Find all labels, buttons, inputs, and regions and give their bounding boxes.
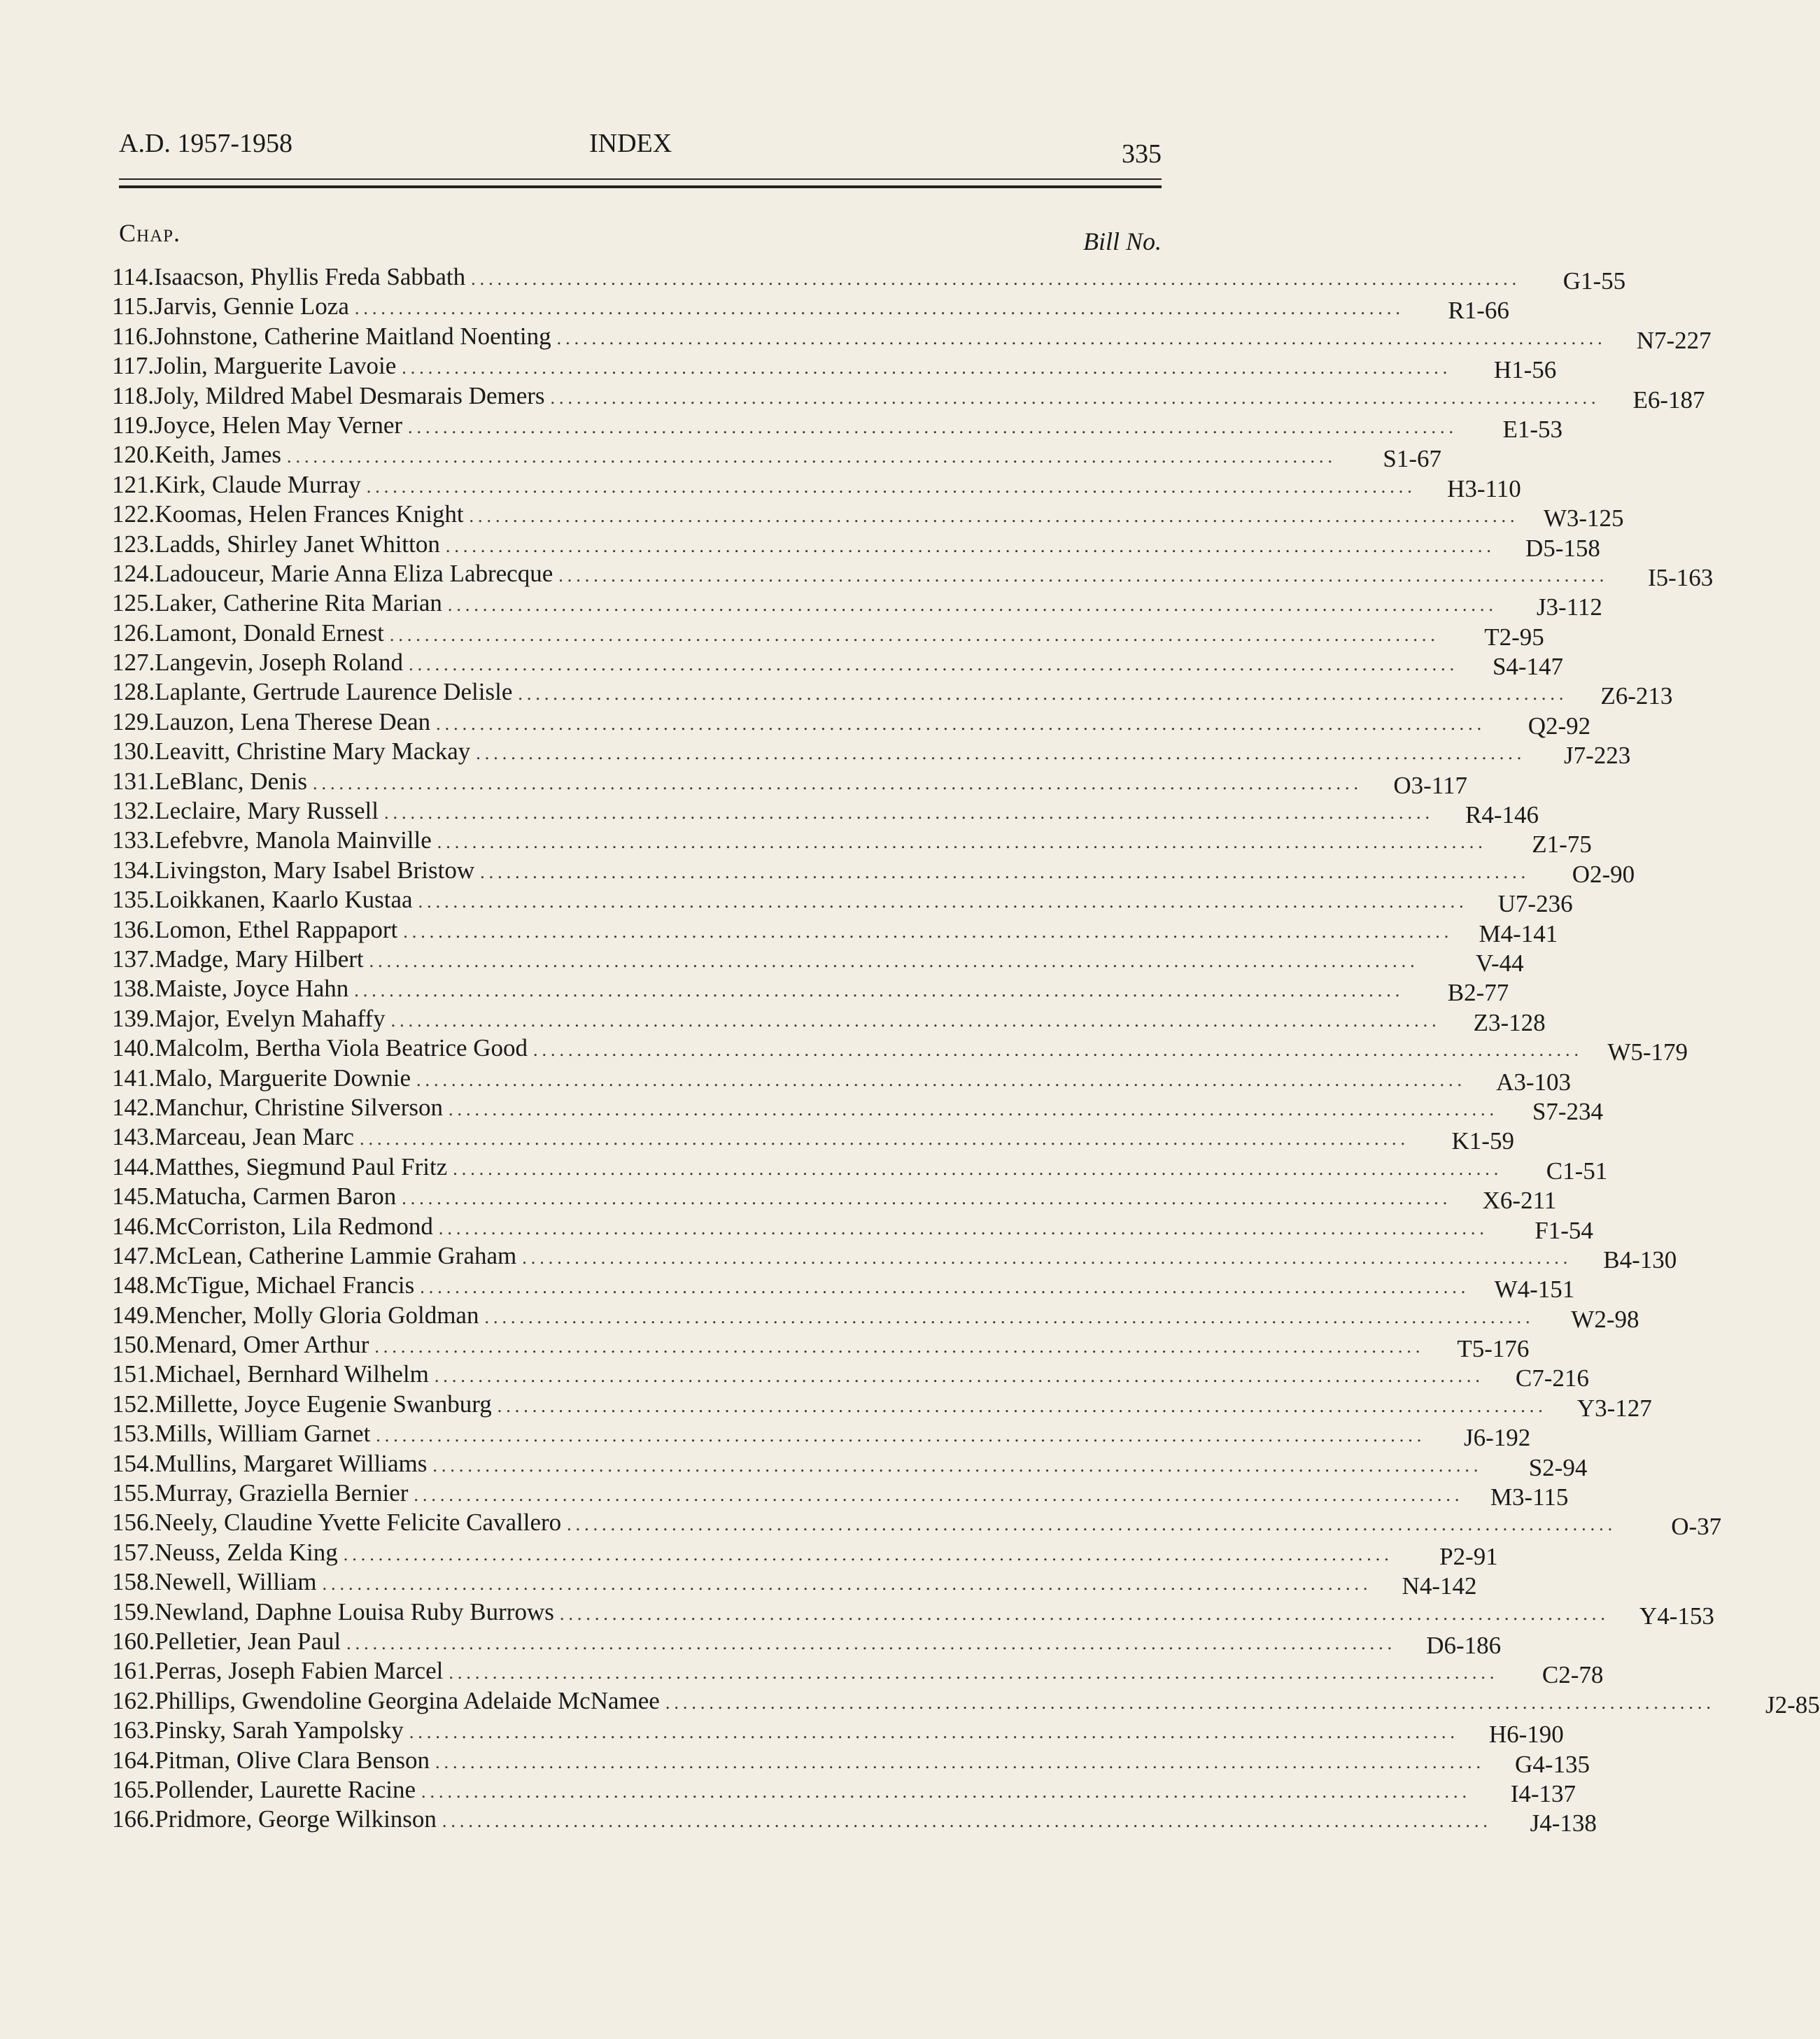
- bill-number: S4-147: [1492, 653, 1564, 681]
- dot-leader: ........................................................................................................................: [442, 1811, 1492, 1832]
- person-name: Laker, Catherine Rita Marian: [155, 589, 442, 617]
- index-entry-row: [112, 1597, 1714, 1630]
- person-name: Mills, William Garnet: [155, 1420, 371, 1448]
- chapter-number: 121.: [112, 470, 155, 498]
- index-entry-row: [112, 737, 1631, 770]
- bill-number: N4-142: [1402, 1572, 1477, 1600]
- chapter-number: 140.: [112, 1034, 155, 1062]
- person-name: Pridmore, George Wilkinson: [155, 1805, 437, 1833]
- bill-number: U7-236: [1497, 890, 1573, 918]
- index-entry-row: [112, 1686, 1820, 1719]
- dot-leader: ........................................................................................................................: [432, 1455, 1483, 1476]
- dot-leader: ........................................................................................................................: [414, 1485, 1464, 1506]
- dot-leader: ........................................................................................................................: [346, 1632, 1397, 1653]
- bill-number: O3-117: [1393, 771, 1467, 799]
- dot-leader: ........................................................................................................................: [354, 298, 1404, 319]
- person-name: Neely, Claudine Yvette Felicite Cavallero: [155, 1509, 562, 1537]
- header-date-range: A.D. 1957-1958: [119, 129, 293, 158]
- index-entry-row: [112, 677, 1673, 710]
- dot-leader: ........................................................................................................................: [374, 1336, 1425, 1357]
- index-entry-row: [112, 648, 1564, 681]
- index-entry-row: [112, 411, 1563, 443]
- bill-number: Q2-92: [1528, 712, 1591, 740]
- index-entry-row: [112, 856, 1635, 888]
- chapter-number: 165.: [112, 1775, 155, 1803]
- bill-number: Z3-128: [1473, 1008, 1546, 1036]
- dot-leader: ........................................................................................................................: [409, 1722, 1459, 1743]
- bill-number: O-37: [1671, 1513, 1722, 1541]
- person-name: Michael, Bernhard Wilhelm: [155, 1360, 429, 1388]
- chapter-number: 148.: [112, 1271, 155, 1299]
- person-name: Lamont, Donald Ernest: [155, 619, 384, 647]
- chapter-number: 117.: [112, 352, 154, 380]
- index-entry-row: [112, 500, 1624, 532]
- person-name: Loikkanen, Kaarlo Kustaa: [155, 886, 413, 914]
- index-entry-row: [112, 1182, 1557, 1215]
- person-name: Leclaire, Mary Russell: [155, 797, 379, 825]
- dot-leader: ........................................................................................................................: [402, 358, 1452, 379]
- index-entry-row: [112, 796, 1539, 829]
- index-entry-row: [112, 1746, 1590, 1778]
- person-name: Pollender, Laurette Racine: [155, 1775, 416, 1803]
- dot-leader: ........................................................................................................................: [376, 1425, 1426, 1446]
- bill-number: T5-176: [1457, 1335, 1530, 1363]
- chapter-number: 114.: [112, 263, 154, 290]
- bill-number: W4-151: [1494, 1276, 1575, 1304]
- chapter-number: 131.: [112, 767, 155, 795]
- chapter-number: 116.: [112, 322, 154, 350]
- dot-leader: ........................................................................................................................: [533, 1040, 1583, 1061]
- index-entry-row: [112, 292, 1509, 325]
- bill-number: S1-67: [1383, 445, 1442, 473]
- index-entry-row: [112, 1479, 1569, 1511]
- bill-number: W5-179: [1607, 1038, 1688, 1066]
- index-entry-row: [112, 1122, 1514, 1155]
- index-entry-row: [112, 381, 1705, 414]
- person-name: Jolin, Marguerite Lavoie: [153, 352, 397, 380]
- header-rule-thin: [119, 178, 1162, 180]
- index-entry-row: [112, 885, 1573, 918]
- chapter-number: 145.: [112, 1183, 155, 1211]
- chapter-number: 128.: [112, 678, 155, 706]
- bill-number: G1-55: [1562, 267, 1626, 295]
- person-name: Matthes, Siegmund Paul Fritz: [155, 1152, 448, 1180]
- person-name: Leavitt, Christine Mary Mackay: [155, 738, 471, 765]
- dot-leader: ........................................................................................................................: [522, 1247, 1572, 1268]
- person-name: Malcolm, Bertha Viola Beatrice Good: [155, 1034, 528, 1062]
- bill-number: J7-223: [1563, 742, 1631, 770]
- bill-number: C7-216: [1515, 1364, 1589, 1392]
- bill-number: Z6-213: [1600, 682, 1673, 710]
- dot-leader: ........................................................................................................................: [403, 921, 1453, 942]
- chapter-number: 138.: [112, 975, 155, 1003]
- dot-leader: ........................................................................................................................: [480, 861, 1530, 882]
- person-name: Phillips, Gwendoline Georgina Adelaide McNamee: [155, 1686, 660, 1714]
- chapter-number: 160.: [112, 1627, 155, 1655]
- person-name: Murray, Graziella Bernier: [155, 1479, 409, 1507]
- index-entry-row: [112, 1449, 1588, 1481]
- person-name: Newell, William: [155, 1568, 317, 1596]
- chapter-number: 162.: [112, 1686, 155, 1714]
- dot-leader: ........................................................................................................................: [550, 387, 1600, 408]
- chapter-number: 126.: [112, 619, 155, 647]
- chapter-number: 130.: [112, 738, 155, 765]
- dot-leader: ........................................................................................................................: [343, 1544, 1393, 1565]
- dot-leader: ........................................................................................................................: [437, 832, 1487, 853]
- dot-leader: ........................................................................................................................: [322, 1574, 1372, 1595]
- person-name: Lomon, Ethel Rappaport: [155, 915, 398, 943]
- dot-leader: ........................................................................................................................: [556, 327, 1607, 348]
- person-name: Kirk, Claude Murray: [155, 470, 361, 498]
- bill-number: O2-90: [1572, 860, 1635, 888]
- index-entry-row: [112, 1805, 1597, 1837]
- index-entry-row: [112, 1627, 1502, 1659]
- bill-number: V-44: [1475, 949, 1524, 977]
- dot-leader: ........................................................................................................................: [402, 1188, 1452, 1209]
- index-entry-row: [112, 1390, 1652, 1422]
- bill-number: W3-125: [1543, 505, 1624, 532]
- chapter-number: 119.: [112, 411, 154, 439]
- person-name: Pelletier, Jean Paul: [155, 1627, 341, 1655]
- bill-number: J4-138: [1530, 1809, 1597, 1837]
- chapter-number: 158.: [112, 1568, 155, 1596]
- chapter-number: 159.: [112, 1597, 155, 1625]
- bill-number: X6-211: [1482, 1187, 1557, 1215]
- chapter-number: 139.: [112, 1004, 155, 1032]
- dot-leader: ........................................................................................................................: [354, 980, 1404, 1001]
- index-entry-row: [112, 1004, 1546, 1036]
- dot-leader: ........................................................................................................................: [518, 684, 1568, 705]
- dot-leader: ........................................................................................................................: [420, 1277, 1470, 1298]
- person-name: Lauzon, Lena Therese Dean: [155, 707, 431, 735]
- chapter-number: 163.: [112, 1716, 155, 1744]
- bill-number: C1-51: [1546, 1157, 1608, 1185]
- bill-number: E1-53: [1502, 415, 1563, 443]
- chapter-number: 124.: [112, 559, 155, 587]
- index-entry-row: [112, 1064, 1572, 1096]
- bill-number: F1-54: [1535, 1216, 1593, 1244]
- person-name: Jarvis, Gennie Loza: [153, 292, 349, 320]
- bill-number: G4-135: [1515, 1750, 1590, 1778]
- chapter-number: 125.: [112, 589, 155, 617]
- dot-leader: ........................................................................................................................: [449, 1663, 1499, 1684]
- dot-leader: ........................................................................................................................: [369, 950, 1419, 971]
- bill-number: J2-85: [1765, 1691, 1820, 1719]
- dot-leader: ........................................................................................................................: [390, 1010, 1441, 1031]
- person-name: Pinsky, Sarah Yampolsky: [155, 1716, 404, 1744]
- bill-number: I5-163: [1647, 563, 1714, 591]
- dot-leader: ........................................................................................................................: [476, 743, 1526, 764]
- dot-leader: ........................................................................................................................: [471, 269, 1521, 289]
- person-name: Matucha, Carmen Baron: [155, 1183, 397, 1211]
- chapter-number: 141.: [112, 1064, 155, 1092]
- bill-number: A3-103: [1496, 1068, 1572, 1096]
- bill-number: N7-227: [1636, 326, 1712, 354]
- bill-number: C2-78: [1542, 1661, 1604, 1689]
- chapter-number: 149.: [112, 1301, 155, 1329]
- person-name: Major, Evelyn Mahaffy: [155, 1004, 386, 1032]
- person-name: Perras, Joseph Fabien Marcel: [155, 1657, 444, 1685]
- bill-number: R4-146: [1465, 801, 1539, 829]
- index-entry-row: [112, 1330, 1530, 1363]
- bill-number: D5-158: [1525, 534, 1600, 562]
- index-entry-row: [112, 945, 1524, 977]
- bill-number: M3-115: [1490, 1483, 1569, 1511]
- index-entry-row: [112, 1775, 1576, 1807]
- bill-number: W2-98: [1571, 1305, 1639, 1333]
- chapter-number: 133.: [112, 826, 155, 854]
- bill-number: K1-59: [1451, 1127, 1514, 1155]
- chapter-number: 137.: [112, 945, 155, 973]
- chapter-number: 135.: [112, 886, 155, 914]
- chapter-number: 120.: [112, 441, 155, 469]
- index-entry-row: [112, 440, 1442, 473]
- dot-leader: ........................................................................................................................: [409, 654, 1459, 675]
- bill-number: B4-130: [1603, 1246, 1677, 1274]
- index-entry-row: [112, 1152, 1608, 1185]
- index-entry-row: [112, 351, 1557, 384]
- chapter-number: 151.: [112, 1360, 155, 1388]
- index-entry-row: [112, 1033, 1688, 1066]
- chapter-number: 155.: [112, 1479, 155, 1507]
- person-name: Mullins, Margaret Williams: [155, 1449, 428, 1477]
- index-entry-row: [112, 262, 1626, 295]
- chapter-number: 143.: [112, 1123, 155, 1151]
- index-entry-row: [112, 559, 1714, 591]
- dot-leader: ........................................................................................................................: [484, 1306, 1535, 1327]
- dot-leader: ........................................................................................................................: [359, 1129, 1409, 1150]
- index-entry-row: [112, 1360, 1589, 1392]
- person-name: Ladds, Shirley Janet Whitton: [155, 530, 440, 558]
- index-entry-row: [112, 1656, 1604, 1689]
- person-name: Malo, Marguerite Downie: [155, 1064, 411, 1092]
- person-name: Manchur, Christine Silverson: [155, 1093, 443, 1121]
- bill-number: E6-187: [1632, 386, 1705, 414]
- chapter-number: 161.: [112, 1657, 155, 1685]
- person-name: Isaacson, Phyllis Freda Sabbath: [153, 263, 466, 290]
- chapter-number: 166.: [112, 1805, 155, 1833]
- chapter-number: 164.: [112, 1746, 155, 1774]
- index-entry-list: [112, 262, 1820, 1837]
- person-name: Maiste, Joyce Hahn: [155, 975, 349, 1003]
- chapter-number: 134.: [112, 856, 155, 884]
- bill-number: T2-95: [1484, 623, 1544, 651]
- chapter-number: 132.: [112, 797, 155, 825]
- dot-leader: ........................................................................................................................: [445, 535, 1495, 556]
- person-name: Johnstone, Catherine Maitland Noenting: [153, 322, 551, 350]
- index-entry-row: [112, 1508, 1722, 1541]
- index-entry-row: [112, 1093, 1603, 1125]
- index-entry-row: [112, 1212, 1593, 1244]
- person-name: Keith, James: [155, 441, 282, 469]
- dot-leader: ........................................................................................................................: [287, 446, 1337, 467]
- header-title: INDEX: [589, 129, 672, 158]
- dot-leader: ........................................................................................................................: [567, 1514, 1617, 1535]
- dot-leader: ........................................................................................................................: [434, 1366, 1484, 1387]
- person-name: Joyce, Helen May Verner: [153, 411, 403, 439]
- chapter-number: 115.: [112, 292, 154, 320]
- dot-leader: ........................................................................................................................: [389, 624, 1439, 645]
- index-entry-row: [112, 915, 1558, 947]
- index-entry-row: [112, 1567, 1477, 1600]
- chapter-number: 147.: [112, 1241, 155, 1269]
- bill-number: P2-91: [1439, 1542, 1498, 1570]
- chap-column-header: Chap.: [119, 219, 181, 247]
- bill-number: Y3-127: [1576, 1394, 1652, 1422]
- person-name: Menard, Omer Arthur: [155, 1331, 369, 1359]
- bill-number: D6-186: [1426, 1631, 1502, 1659]
- person-name: McTigue, Michael Francis: [155, 1271, 415, 1299]
- chapter-number: 157.: [112, 1538, 155, 1566]
- chapter-number: 118.: [112, 381, 154, 409]
- person-name: Millette, Joyce Eugenie Swanburg: [155, 1390, 492, 1418]
- chapter-number: 142.: [112, 1093, 155, 1121]
- dot-leader: ........................................................................................................................: [418, 891, 1468, 912]
- chapter-number: 123.: [112, 530, 155, 558]
- index-entry-row: [112, 619, 1544, 651]
- index-entry-row: [112, 1301, 1639, 1333]
- chapter-number: 127.: [112, 649, 155, 677]
- bill-number: Z1-75: [1532, 831, 1592, 859]
- person-name: Lefebvre, Manola Mainville: [155, 826, 432, 854]
- chapter-number: 150.: [112, 1331, 155, 1359]
- person-name: Marceau, Jean Marc: [155, 1123, 354, 1151]
- chapter-number: 156.: [112, 1509, 155, 1537]
- bill-number: H6-190: [1488, 1721, 1564, 1749]
- person-name: McLean, Catherine Lammie Graham: [155, 1241, 517, 1269]
- bill-number: I4-137: [1510, 1779, 1576, 1807]
- person-name: Laplante, Gertrude Laurence Delisle: [155, 678, 513, 706]
- chapter-number: 136.: [112, 915, 155, 943]
- bill-no-column-header: Bill No.: [1082, 227, 1162, 255]
- person-name: Mencher, Molly Gloria Goldman: [155, 1301, 479, 1329]
- index-entry-row: [112, 974, 1509, 1007]
- dot-leader: ........................................................................................................................: [416, 1069, 1467, 1090]
- index-entry-row: [112, 530, 1600, 562]
- index-entry-row: [112, 470, 1521, 502]
- chapter-number: 152.: [112, 1390, 155, 1418]
- bill-number: B2-77: [1447, 979, 1509, 1007]
- person-name: Livingston, Mary Isabel Bristow: [155, 856, 475, 884]
- index-entry-row: [112, 826, 1592, 859]
- dot-leader: ........................................................................................................................: [366, 476, 1416, 497]
- index-entry-row: [112, 1271, 1575, 1304]
- dot-leader: ........................................................................................................................: [453, 1158, 1503, 1179]
- person-name: McCorriston, Lila Redmond: [155, 1212, 433, 1240]
- chapter-number: 146.: [112, 1212, 155, 1240]
- index-entry-row: [112, 1716, 1564, 1749]
- bill-number: J3-112: [1536, 593, 1602, 621]
- dot-leader: ........................................................................................................................: [559, 1603, 1609, 1624]
- chapter-number: 129.: [112, 707, 155, 735]
- dot-leader: ........................................................................................................................: [312, 772, 1362, 793]
- person-name: Madge, Mary Hilbert: [155, 945, 364, 973]
- bill-number: H1-56: [1493, 356, 1557, 384]
- index-entry-row: [112, 588, 1602, 621]
- bill-number: H3-110: [1447, 474, 1521, 502]
- dot-leader: ........................................................................................................................: [558, 565, 1609, 586]
- dot-leader: ........................................................................................................................: [438, 1218, 1488, 1239]
- chapter-number: 144.: [112, 1152, 155, 1180]
- page-header: [119, 128, 1162, 169]
- dot-leader: ........................................................................................................................: [447, 595, 1497, 616]
- bill-number: M4-141: [1479, 919, 1558, 947]
- header-rule-thick: [119, 185, 1162, 188]
- page-number: 335: [1122, 139, 1162, 169]
- dot-leader: ........................................................................................................................: [449, 1099, 1498, 1120]
- person-name: Neuss, Zelda King: [155, 1538, 338, 1566]
- index-entry-row: [112, 322, 1712, 354]
- dot-leader: ........................................................................................................................: [436, 713, 1486, 734]
- dot-leader: ........................................................................................................................: [469, 506, 1519, 527]
- bill-number: S7-234: [1532, 1097, 1603, 1125]
- dot-leader: ........................................................................................................................: [665, 1692, 1715, 1713]
- index-entry-row: [112, 1241, 1677, 1274]
- dot-leader: ........................................................................................................................: [421, 1781, 1471, 1802]
- bill-number: J6-192: [1464, 1424, 1531, 1452]
- index-entry-row: [112, 1419, 1531, 1452]
- person-name: Pitman, Olive Clara Benson: [155, 1746, 430, 1774]
- bill-number: S2-94: [1528, 1453, 1588, 1481]
- dot-leader: ........................................................................................................................: [408, 416, 1458, 437]
- person-name: LeBlanc, Denis: [155, 767, 307, 795]
- bill-number: R1-66: [1448, 297, 1509, 325]
- person-name: Joly, Mildred Mabel Desmarais Demers: [153, 381, 545, 409]
- dot-leader: ........................................................................................................................: [384, 803, 1434, 824]
- dot-leader: ........................................................................................................................: [435, 1751, 1485, 1772]
- person-name: Ladouceur, Marie Anna Eliza Labrecque: [155, 559, 553, 587]
- index-entry-row: [112, 707, 1591, 740]
- column-headers: [119, 218, 1162, 253]
- chapter-number: 154.: [112, 1449, 155, 1477]
- index-entry-row: [112, 767, 1467, 799]
- person-name: Langevin, Joseph Roland: [155, 649, 404, 677]
- chapter-number: 153.: [112, 1420, 155, 1448]
- chapter-number: 122.: [112, 500, 155, 528]
- person-name: Koomas, Helen Frances Knight: [155, 500, 464, 528]
- person-name: Newland, Daphne Louisa Ruby Burrows: [155, 1597, 554, 1625]
- dot-leader: ........................................................................................................................: [497, 1395, 1547, 1416]
- index-entry-row: [112, 1538, 1498, 1570]
- bill-number: Y4-153: [1639, 1602, 1714, 1630]
